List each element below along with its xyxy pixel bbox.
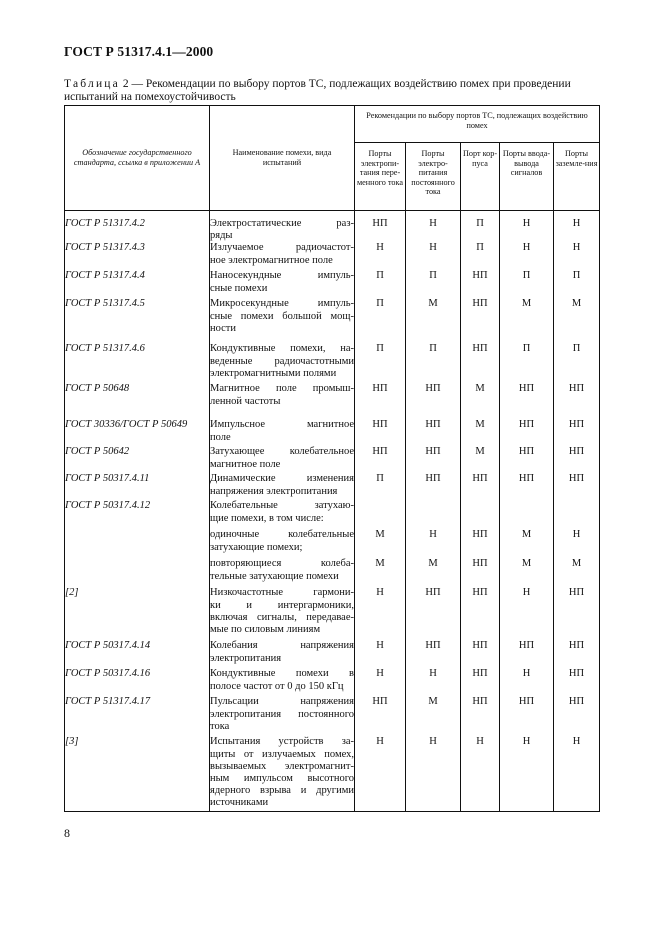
standard-reference [65,529,210,558]
standard-reference: ГОСТ 30336/ГОСТ Р 50649 [65,419,210,446]
port-recommendation-value: НП [554,446,600,473]
disturbance-name-line: тельные затухающие помехи [210,570,339,582]
disturbance-name [210,736,355,811]
disturbance-name-line: щие помехи, в том числе: [210,512,324,524]
recommendations-table [64,105,600,812]
table-caption-label: Таблица [64,78,120,90]
port-recommendation-value: М [500,558,554,587]
port-recommendation-value [461,500,500,529]
standard-reference: ГОСТ Р 51317.4.4 [65,270,210,298]
port-recommendation-value: НП [461,529,500,558]
disturbance-name [210,343,355,383]
port-recommendation-value: М [355,529,406,558]
port-recommendation-value: НП [554,668,600,696]
port-recommendation-value: П [554,343,600,383]
disturbance-name-line: Микросекундные импуль- [210,298,354,310]
disturbance-name-line: Пульсации напряжения [210,696,354,708]
disturbance-name-line: источниками [210,797,269,809]
disturbance-name-line: ности [210,322,236,334]
disturbance-name-line: Затухающее колебательное [210,446,354,458]
standard-reference: [3] [65,736,210,811]
disturbance-name-line: Импульсное магнитное [210,419,354,431]
port-recommendation-value: П [500,343,554,383]
disturbance-name-line: ленной частоты [210,395,281,407]
port-recommendation-value: М [461,446,500,473]
disturbance-name-line: Электростатические раз- [210,218,354,229]
disturbance-name-line: электромагнитными полями [210,367,337,379]
port-recommendation-value: НП [355,419,406,446]
port-recommendation-value: М [461,383,500,419]
port-recommendation-value [554,500,600,529]
port-recommendation-value: Н [406,242,461,270]
table-row [65,298,600,343]
port-recommendation-value: НП [554,696,600,736]
disturbance-name [210,668,355,696]
port-recommendation-value: НП [461,473,500,500]
port-recommendation-value: НП [461,270,500,298]
table-row [65,270,600,298]
disturbance-name-line: ки и интергармоники, [210,599,354,611]
disturbance-name-line: включая сигналы, передавае- [210,611,354,623]
port-recommendation-value: НП [406,446,461,473]
port-recommendation-value: НП [461,587,500,640]
port-recommendation-value: Н [406,668,461,696]
table-row [65,529,600,558]
standard-reference: ГОСТ Р 51317.4.5 [65,298,210,343]
disturbance-name-line: Кондуктивные помехи, на- [210,343,354,355]
port-recommendation-value: НП [355,383,406,419]
port-recommendation-value: Н [554,736,600,811]
disturbance-name-line: тока [210,720,230,732]
port-recommendation-value: НП [461,298,500,343]
table-row [65,696,600,736]
standard-reference: ГОСТ Р 50317.4.11 [65,473,210,500]
port-recommendation-value: НП [461,640,500,668]
standard-reference: ГОСТ Р 50317.4.16 [65,668,210,696]
disturbance-name-line: ядерного взрыва и другими [210,785,354,797]
standard-reference: ГОСТ Р 50642 [65,446,210,473]
port-recommendation-value: П [406,343,461,383]
column-group-header-ports: Рекомендации по выбору портов ТС, подлежащих воздействию помех [355,106,600,143]
disturbance-name-line: Кондуктивные помехи в [210,668,354,680]
port-recommendation-value: Н [461,736,500,811]
page-number: 8 [64,826,70,840]
port-recommendation-value: НП [554,587,600,640]
disturbance-name [210,383,355,419]
port-recommendation-value: НП [500,640,554,668]
standard-reference: ГОСТ Р 50317.4.14 [65,640,210,668]
port-recommendation-value: НП [554,473,600,500]
disturbance-name [210,558,355,587]
port-recommendation-value: НП [461,696,500,736]
disturbance-name-line: Магнитное поле промыш- [210,383,354,395]
table-row [65,211,600,243]
port-recommendation-value: М [500,298,554,343]
disturbance-name [210,500,355,529]
port-recommendation-value: П [355,298,406,343]
column-header-disturbance: Наименование помехи, вида испытаний [210,106,355,211]
disturbance-name-line: Колебания напряжения [210,640,354,652]
port-recommendation-value: Н [554,529,600,558]
disturbance-name-line: Колебательные затухаю- [210,500,354,512]
port-recommendation-value: НП [355,446,406,473]
port-recommendation-value: П [500,270,554,298]
port-recommendation-value: НП [461,558,500,587]
port-recommendation-value: Н [406,529,461,558]
disturbance-name-line: ное электромагнитное поле [210,254,333,266]
table-caption-text: 2 — Рекомендации по выбору портов ТС, подлежащих воздействию помех при проведении испытаний на помехоустойчивость [64,78,571,103]
port-recommendation-value: М [461,419,500,446]
disturbance-name [210,211,355,243]
port-recommendation-value: НП [406,640,461,668]
port-recommendation-value: П [355,270,406,298]
port-recommendation-value: Н [355,587,406,640]
port-recommendation-value: М [406,696,461,736]
port-recommendation-value: Н [554,211,600,243]
port-recommendation-value: П [406,270,461,298]
standard-reference: ГОСТ Р 50648 [65,383,210,419]
table-row [65,558,600,587]
table-row [65,500,600,529]
port-recommendation-value: Н [500,587,554,640]
disturbance-name-line: затухающие помехи; [210,541,303,553]
table-row [65,640,600,668]
port-header-2: Порты электро-питания постоянного тока [406,143,461,211]
disturbance-name-line: поле [210,431,231,443]
standard-reference: ГОСТ Р 51317.4.2 [65,211,210,243]
disturbance-name [210,419,355,446]
port-recommendation-value: Н [500,668,554,696]
disturbance-name [210,529,355,558]
port-recommendation-value: Н [406,211,461,243]
table-row [65,383,600,419]
port-recommendation-value: М [500,529,554,558]
port-recommendation-value: НП [406,383,461,419]
port-recommendation-value: НП [500,419,554,446]
disturbance-name-line: повторяющиеся колеба- [210,558,354,570]
disturbance-name-line: мые по силовым линиям [210,624,321,636]
port-header-4: Порты ввода-вывода сигналов [500,143,554,211]
disturbance-name [210,446,355,473]
port-recommendation-value: НП [554,640,600,668]
port-recommendation-value: М [554,298,600,343]
table-row [65,343,600,383]
port-recommendation-value: НП [355,696,406,736]
disturbance-name [210,473,355,500]
column-header-standard: Обозначение государственного стандарта, ссылка в приложении А [65,106,210,211]
port-recommendation-value: Н [554,242,600,270]
standard-reference: ГОСТ Р 51317.4.6 [65,343,210,383]
disturbance-name-line: Испытания устройств за- [210,736,354,748]
standard-reference: ГОСТ Р 50317.4.12 [65,500,210,529]
port-recommendation-value: П [461,211,500,243]
port-recommendation-value: Н [355,668,406,696]
port-recommendation-value: НП [554,419,600,446]
port-recommendation-value: НП [461,668,500,696]
port-recommendation-value: НП [554,383,600,419]
disturbance-name [210,298,355,343]
disturbance-name-line: сные помехи большой мощ- [210,310,354,322]
standard-reference: ГОСТ Р 51317.4.3 [65,242,210,270]
port-recommendation-value: НП [406,473,461,500]
port-recommendation-value: Н [500,242,554,270]
disturbance-name [210,242,355,270]
disturbance-name-line: Наносекундные импуль- [210,270,354,282]
port-recommendation-value: Н [355,640,406,668]
disturbance-name-line: ряды [210,230,233,242]
port-recommendation-value: НП [461,343,500,383]
port-header-5: Порты заземле-ния [554,143,600,211]
disturbance-name [210,587,355,640]
port-header-1: Порты электропи-тания пере-менного тока [355,143,406,211]
disturbance-name-line: вызываемых электромагнит- [210,760,354,772]
port-recommendation-value: П [355,473,406,500]
port-recommendation-value: П [355,343,406,383]
disturbance-name-line: Динамические изменения [210,473,354,485]
disturbance-name-line: полосе частот от 0 до 150 кГц [210,680,344,692]
disturbance-name-line: одиночные колебательные [210,529,354,541]
table-row [65,446,600,473]
port-recommendation-value: НП [500,696,554,736]
port-recommendation-value: НП [406,587,461,640]
port-recommendation-value: М [554,558,600,587]
port-recommendation-value: П [461,242,500,270]
port-recommendation-value: П [554,270,600,298]
table-row [65,419,600,446]
disturbance-name-line: сные помехи [210,282,268,294]
disturbance-name [210,696,355,736]
port-recommendation-value: М [406,558,461,587]
port-recommendation-value: Н [500,211,554,243]
table-caption [64,78,604,104]
disturbance-name [210,270,355,298]
table-row [65,587,600,640]
port-recommendation-value: М [406,298,461,343]
port-recommendation-value [500,500,554,529]
port-recommendation-value [355,500,406,529]
disturbance-name-line: ным импульсом высотного [210,773,354,785]
table-row [65,668,600,696]
port-recommendation-value: Н [355,242,406,270]
port-recommendation-value: Н [406,736,461,811]
standard-reference: ГОСТ Р 51317.4.17 [65,696,210,736]
disturbance-name-line: электропитания [210,652,282,664]
disturbance-name-line: веденные радиочастотными [210,355,354,367]
disturbance-name-line: электропитания постоянного [210,708,354,720]
port-recommendation-value: НП [500,383,554,419]
table-row [65,242,600,270]
disturbance-name-line: щиты от излучаемых помех, [210,748,354,760]
port-recommendation-value: НП [406,419,461,446]
port-recommendation-value: НП [500,473,554,500]
table-row [65,473,600,500]
table-row [65,736,600,811]
port-header-3: Порт кор-пуса [461,143,500,211]
port-recommendation-value [406,500,461,529]
standard-reference [65,558,210,587]
port-recommendation-value: НП [500,446,554,473]
standard-reference: [2] [65,587,210,640]
port-recommendation-value: Н [355,736,406,811]
disturbance-name-line: магнитное поле [210,458,281,470]
port-recommendation-value: Н [500,736,554,811]
disturbance-name-line: Излучаемое радиочастот- [210,242,354,254]
port-recommendation-value: НП [355,211,406,243]
disturbance-name-line: Низкочастотные гармони- [210,587,354,599]
disturbance-name [210,640,355,668]
document-header: ГОСТ Р 51317.4.1—2000 [64,44,214,59]
disturbance-name-line: напряжения электропитания [210,485,338,497]
port-recommendation-value: М [355,558,406,587]
